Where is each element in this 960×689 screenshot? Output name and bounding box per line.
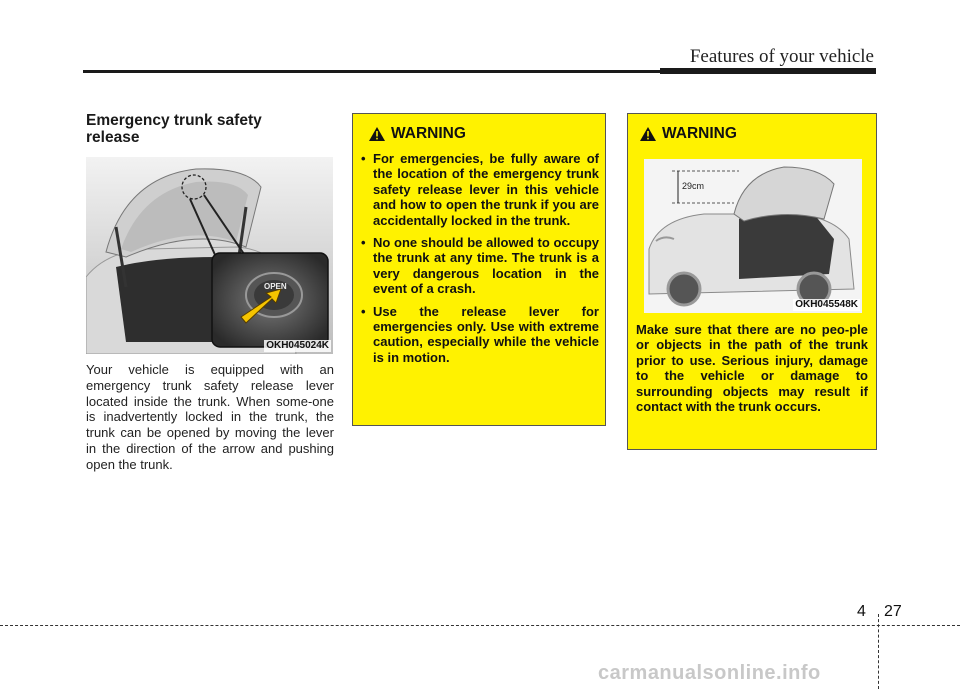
trunk-release-figure [86,157,333,354]
warning-title-text: WARNING [391,125,466,142]
car-open-trunk-illustration [644,159,862,313]
page-number: 27 [884,603,902,620]
warning-item: • No one should be allowed to occupy the trunk at any time. The trunk is a very dangerous location in the event of a crash. [361,235,599,297]
warning-title [369,125,466,143]
warning-item: • For emergencies, be fully aware of the location of the emergency trunk safety release lever in this vehicle and how to open the trunk if you are accidentally locked in the trunk. [361,151,599,228]
warning-triangle-icon [369,127,385,141]
open-button-label: OPEN [264,282,287,291]
footer-divider [878,614,879,689]
page-header-title: Features of your vehicle [689,46,874,67]
warning-text: Make sure that there are no peo-ple or objects in the path of the trunk prior to use. Serious injury, damage to the vehicle or damage to surrounding objects may result if contact with the trunk occurs. [636,322,868,415]
footer-rule [0,625,960,626]
warning-title-text: WARNING [662,125,737,142]
warning-title [640,125,737,143]
warning-triangle-icon [640,127,656,141]
trunk-clearance-figure [644,159,862,313]
bullet: • [361,235,366,251]
bullet: • [361,303,366,319]
section-body-text: Your vehicle is equipped with an emergency trunk safety release lever located inside the trunk. When some-one is inadvertently locked in the trunk, the trunk can be opened by moving the lever in the direction of the arrow and pushing open the trunk. [86,362,334,472]
header-rule-accent [660,68,876,74]
bullet: • [361,151,366,166]
warning-list [361,151,599,372]
figure-caption: OKH045024K [266,340,329,351]
warning-box-emergency [352,113,606,426]
dimension-label: 29cm [682,181,705,191]
section-heading: Emergency trunk safety release [86,112,262,146]
figure-caption: OKH045548K [795,299,858,310]
watermark: carmanualsonline.info [598,662,821,684]
open-trunk-illustration [86,157,333,354]
chapter-number: 4 [857,603,866,620]
warning-item: • Use the release lever for emergencies only. Use with extreme caution, especially while the vehicle is in motion. [361,303,599,365]
warning-box-trunk-path [627,113,877,450]
